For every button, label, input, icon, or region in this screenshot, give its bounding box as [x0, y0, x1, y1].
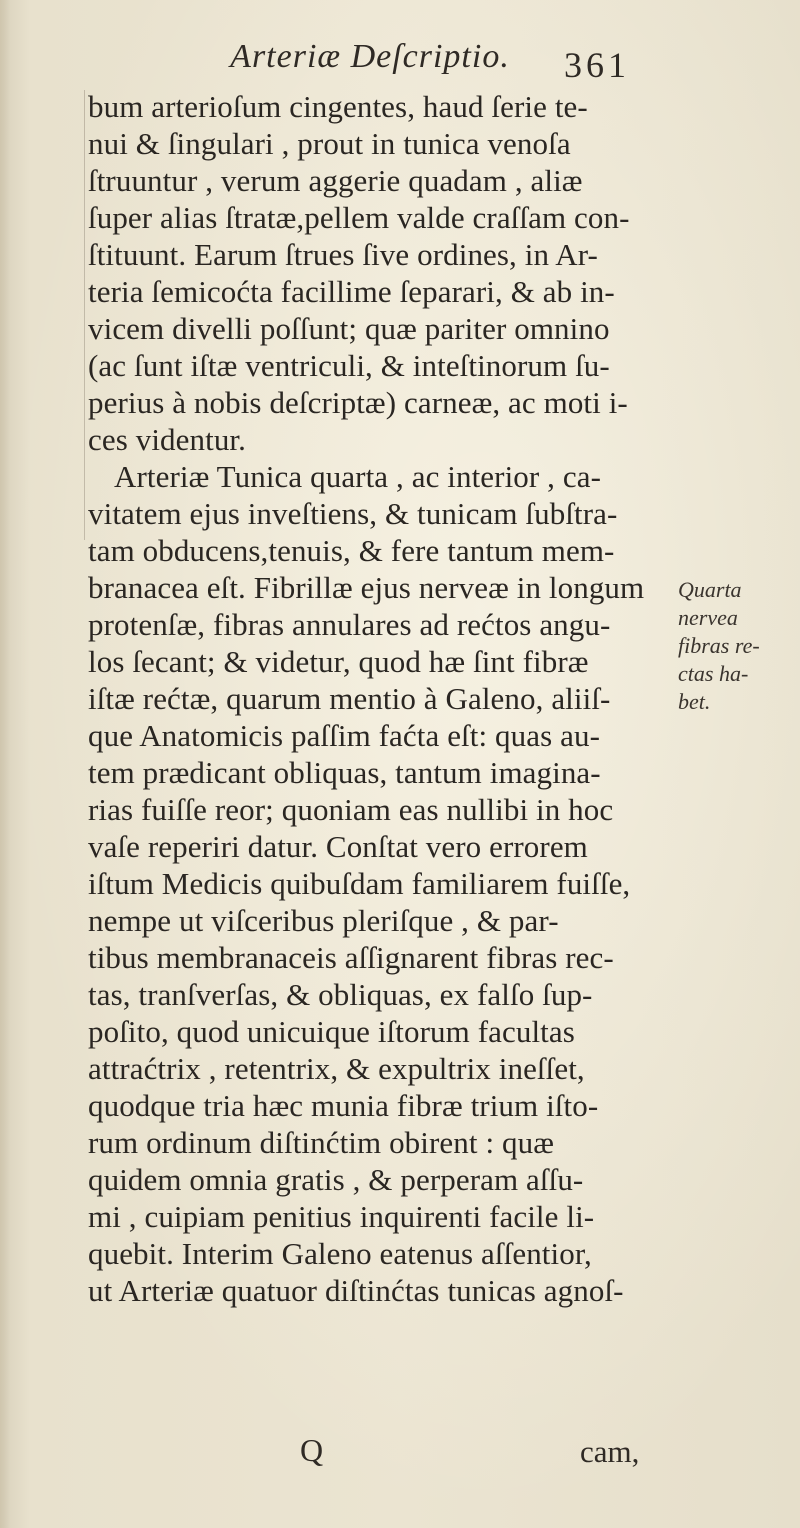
text-line: ſuper alias ſtratæ,pellem valde craſſam con- — [88, 200, 630, 235]
text-line: attraćtrix , retentrix, & expultrix ineſſet, — [88, 1051, 585, 1086]
text-line: mi , cuipiam penitius inquirenti facile li- — [88, 1199, 595, 1234]
text-line: ſtituunt. Earum ſtrues ſive ordines, in Ar- — [88, 237, 598, 272]
catchword: cam, — [580, 1434, 640, 1469]
text-line: ſtruuntur , verum aggerie quadam , aliæ — [88, 163, 583, 198]
page-number: 361 — [564, 45, 630, 85]
paragraph-start-line: Arteriæ Tunica quarta , ac interior , ca- — [114, 459, 602, 494]
text-line: rum ordinum diſtinćtim obirent : quæ — [88, 1125, 554, 1160]
text-line: iſtum Medicis quibuſdam familiarem fuiſſe, — [88, 866, 631, 901]
marginal-note-line: bet. — [678, 689, 711, 714]
running-title: Arteriæ Deſcriptio. — [230, 38, 510, 75]
text-line: nui & ſingulari , prout in tunica venoſa — [88, 126, 571, 161]
text-line: tas, tranſverſas, & obliquas, ex falſo ſup- — [88, 977, 593, 1012]
text-line: branacea eſt. Fibrillæ ejus nerveæ in longum — [88, 570, 645, 605]
text-line: quebit. Interim Galeno eatenus aſſentior, — [88, 1236, 592, 1271]
marginal-note-line: fibras re- — [678, 633, 760, 658]
text-line: nempe ut viſceribus plerіſque , & par- — [88, 903, 559, 938]
text-line: tibus membranaceis aſſignarent fibras rec- — [88, 940, 614, 975]
marginal-note-line: nervea — [678, 605, 738, 630]
text-line: los ſecant; & videtur, quod hæ ſint fibræ — [88, 644, 589, 679]
page-gutter-shadow — [0, 0, 10, 1528]
text-line: teria ſemicoćta facillime ſeparari, & ab in- — [88, 274, 615, 309]
text-line: ces videntur. — [88, 422, 246, 457]
text-line: vitatem ejus inveſtiens, & tunicam ſubſtra- — [88, 496, 618, 531]
text-line: iſtæ rećtæ, quarum mentio à Galeno, aliiſ- — [88, 681, 611, 716]
text-line: ut Arteriæ quatuor diſtinćtas tunicas agnoſ- — [88, 1273, 624, 1308]
text-line: quidem omnia gratis , & perperam aſſu- — [88, 1162, 584, 1197]
marginal-note-line: ctas ha- — [678, 661, 749, 686]
text-line: tem prædicant obliquas, tantum imagina- — [88, 755, 601, 790]
text-line: poſito, quod unicuique iſtorum facultas — [88, 1014, 575, 1049]
text-line: vicem divelli poſſunt; quæ pariter omnino — [88, 311, 610, 346]
marginal-note — [678, 576, 788, 716]
text-line: tam obducens,tenuis, & fere tantum mem- — [88, 533, 615, 568]
text-line: vaſe reperiri datur. Conſtat vero errorem — [88, 829, 588, 864]
text-line: protenſæ, fibras annulares ad rećtos angu- — [88, 607, 611, 642]
marginal-note-line: Quarta — [678, 577, 742, 602]
margin-rule — [84, 90, 85, 540]
text-line: que Anatomicis paſſim fаćta eſt: quas au- — [88, 718, 600, 753]
text-line: perius à nobis deſcriptæ) carneæ, ac moti i- — [88, 385, 628, 420]
text-line: bum arterioſum cingentes, haud ſerie te- — [88, 89, 588, 124]
text-line: quodque tria hæc munia fibræ trium iſto- — [88, 1088, 599, 1123]
text-line: rias fuiſſe reor; quoniam eas nullibi in hoc — [88, 792, 614, 827]
signature-mark: Q — [300, 1432, 324, 1468]
text-line: (ac ſunt iſtæ ventriculi, & inteſtinorum ſu- — [88, 348, 610, 383]
body-text — [88, 88, 658, 1309]
